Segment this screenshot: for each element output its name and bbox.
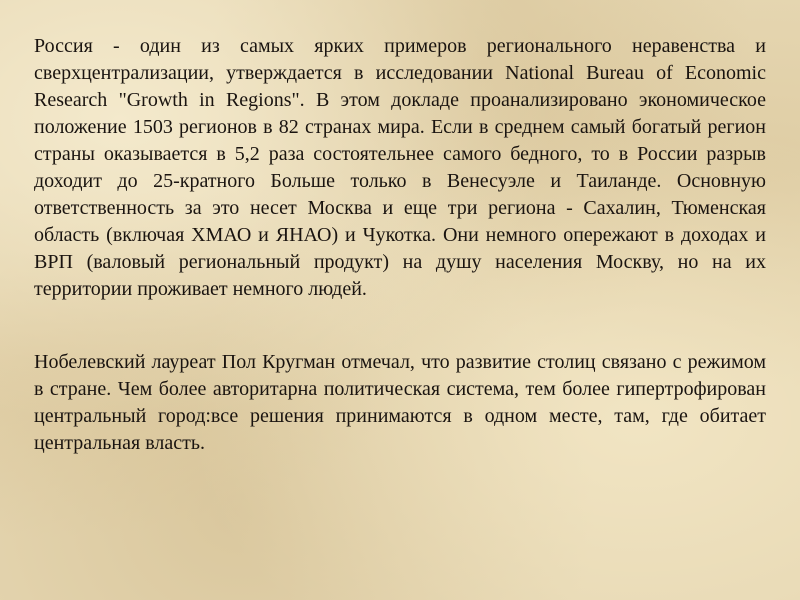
paragraph-regional-inequality: Россия - один из самых ярких примеров регионального неравенства и сверхцентрализации, утверждается в исследовании National Bureau of Economic Research "Growth in Regions". В этом докладе проанализировано экономическое положение 1503 регионов в 82 странах мира. Если в среднем самый богатый регион страны оказывается в 5,2 раза состоятельнее самого бедного, то в России разрыв доходит до 25-кратного Больше только в Венесуэле и Таиланде. Основную ответственность за это несет Москва и еще три региона - Сахалин, Тюменская область (включая ХМАО и ЯНАО) и Чукотка. Они немного опережают в доходах и ВРП (валовый региональный продукт) на душу населения Москву, но на их территории проживает немного людей. bbox=[34, 35, 766, 300]
paragraph-krugman-quote: Нобелевский лауреат Пол Кругман отмечал, что развитие столиц связано с режимом в стране. Чем более авторитарна политическая система, тем более гипертрофирован центральный город:все решения принимаются в одном месте, там, где обитает центральная власть. bbox=[34, 351, 766, 454]
slide-body bbox=[34, 33, 766, 457]
